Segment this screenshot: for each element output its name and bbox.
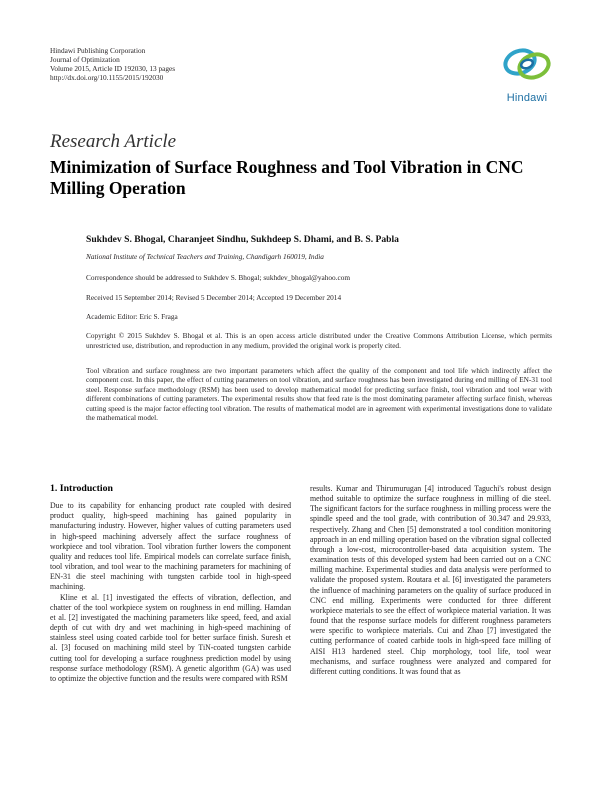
abstract: Tool vibration and surface roughness are two important parameters which affect the quality of the component and tool life which indirectly affect the component cost. In this paper, the effect of cutting parameters on tool vibration, and surface roughness has been investigated during end milling of EN-31 tool steel. Response surface methodology (RSM) has been used to develop mathematical model for predicting surface finish, tool vibration and tool wear with different combinations of cutting parameters. The experimental results show that feed rate is the most dominating parameter affecting surface finish, whereas cutting speed is the major factor effecting tool vibration. The results of mathematical model are in agreement with experimental investigations done to validate the mathematical model. [86, 366, 552, 423]
copyright-notice: Copyright © 2015 Sukhdev S. Bhogal et al. This is an open access article distributed under the Creative Commons Attribution License, which permits unrestricted use, distribution, and reproduction in any medium, provided the original work is properly cited. [86, 331, 552, 350]
paper-title: Minimization of Surface Roughness and Tool Vibration in CNC Milling Operation [50, 157, 524, 198]
hindawi-logo-text: Hindawi [506, 92, 548, 104]
left-column [50, 484, 291, 684]
affiliation: National Institute of Technical Teachers and Training, Chandigarh 160019, India [86, 252, 324, 261]
academic-editor: Academic Editor: Eric S. Fraga [86, 312, 178, 321]
hindawi-logo [498, 40, 556, 108]
author-list: Sukhdev S. Bhogal, Charanjeet Sindhu, Sukhdeep S. Dhami, and B. S. Pabla [86, 234, 399, 245]
submission-dates: Received 15 September 2014; Revised 5 December 2014; Accepted 19 December 2014 [86, 293, 342, 302]
paragraph: Due to its capability for enhancing product rate coupled with desired product quality, high-speed machining has gained popularity in manufacturing industry. However, higher values of cutting parameters used in high-speed machining adversely affect the surface roughness of workpiece and tool vibration. Tool vibration further lowers the component quality and reduces tool life. Empirical models can correlate surface finish, tool vibration, and tool wear to the machining parameters for machining of EN-31 die steel machining with tungsten carbide tool in high-speed machining. [50, 501, 291, 592]
journal-name: Journal of Optimization [50, 55, 120, 64]
correspondence: Correspondence should be addressed to Sukhdev S. Bhogal; sukhdev_bhogal@yahoo.com [86, 273, 351, 282]
paragraph: results. Kumar and Thirumurugan [4] introduced Taguchi's robust design method suitable to optimize the surface roughness in milling of die steel. The significant factors for the surface roughness in milling process were the spindle speed and the tool grade, with contribution of 30.347 and 29.933, respectively. Zhang and Chen [5] demonstrated a tool condition monitoring approach in an end milling operation based on the vibration signal collected through a low-cost, microcontroller-based data acquisition system. The examination tests of this developed system had been carried out on a CNC milling machine. Experimental studies and data analysis were performed to validate the proposed system. Routara et al. [6] investigated the parameters the influence of machining parameters on the quality of surface produced in CNC end milling. Experiments were conducted for three different workpiece materials to see the effect of workpiece material variation. It was found that the response surface models for different roughness parameters were specific to workpiece materials. Cui and Zhao [7] investigated the cutting performance of coated carbide tools in high-speed face milling of AISI H13 hardened steel. Chip morphology, tool life, tool wear mechanisms, and surface roughness were analyzed and compared for different cutting conditions. It was found that as [310, 484, 551, 676]
hindawi-logo-icon [498, 40, 556, 90]
right-column [310, 484, 551, 677]
volume-line: Volume 2015, Article ID 192030, 13 pages [50, 64, 176, 73]
doi-link[interactable]: http://dx.doi.org/10.1155/2015/192030 [50, 73, 164, 82]
journal-header [50, 46, 175, 82]
paragraph: Kline et al. [1] investigated the effects of vibration, deflection, and chatter of the tool workpiece system on roughness in end milling. Hamdan et al. [2] investigated the machining parameters like speed, feed, and axial depth of cut with dry and wet machining in high-speed machining of stainless steel using coated carbide tool for better surface finish. Suresh et al. [3] focused on machining mild steel by TiN-coated tungsten carbide cutting tool for developing a surface roughness prediction model by using response surface methodology (RSM). A genetic algorithm (GA) was used to optimize the objective function and the results were compared with RSM [50, 592, 291, 683]
section-heading: 1. Introduction [50, 483, 113, 494]
publisher-line: Hindawi Publishing Corporation [50, 46, 146, 55]
article-type: Research Article [50, 131, 177, 152]
